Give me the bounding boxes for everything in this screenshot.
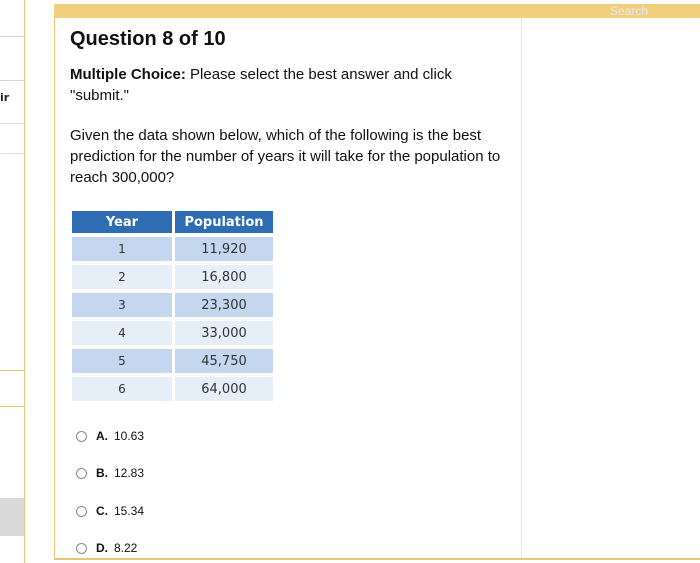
- radio-button[interactable]: [76, 506, 87, 517]
- population-cell: 11,920: [175, 237, 273, 261]
- radio-button[interactable]: [76, 431, 87, 442]
- table-header-row: [72, 211, 273, 233]
- column-header-population: Population: [175, 211, 273, 233]
- year-cell: 4: [72, 321, 172, 345]
- sidebar-divider: [0, 36, 24, 37]
- option-value: 15.34: [114, 504, 145, 518]
- answer-option-b[interactable]: [76, 465, 144, 481]
- answer-option-d[interactable]: [76, 540, 137, 556]
- left-sidebar: [0, 0, 25, 563]
- question-type-label: Multiple Choice:: [70, 66, 186, 83]
- instruction-body: Please select the best answer and click "submit.": [70, 66, 452, 104]
- option-letter: C.: [96, 504, 108, 518]
- sidebar-divider: [0, 153, 24, 154]
- sidebar-item-label[interactable]: ir: [0, 91, 10, 104]
- table-row: [72, 293, 273, 317]
- table-row: [72, 265, 273, 289]
- population-cell: 45,750: [175, 349, 273, 373]
- question-header: Question 8 of 10: [70, 28, 226, 50]
- top-bar: [54, 4, 700, 18]
- year-cell: 1: [72, 237, 172, 261]
- question-prompt: Given the data shown below, which of the following is the best prediction for the number of years it will take for the population to reach 300,000?: [70, 127, 501, 186]
- table-row: [72, 377, 273, 401]
- year-cell: 5: [72, 349, 172, 373]
- table-row: [72, 321, 273, 345]
- table-row: [72, 349, 273, 373]
- population-cell: 23,300: [175, 293, 273, 317]
- population-cell: 33,000: [175, 321, 273, 345]
- search-link[interactable]: Search: [609, 4, 648, 18]
- bottom-divider: [54, 558, 700, 560]
- radio-button[interactable]: [76, 468, 87, 479]
- year-cell: 2: [72, 265, 172, 289]
- option-letter: D.: [96, 541, 108, 555]
- answer-option-a[interactable]: [76, 428, 144, 444]
- data-table: [69, 207, 276, 405]
- sidebar-divider: [0, 80, 24, 81]
- option-letter: B.: [96, 466, 108, 480]
- sidebar-divider: [0, 406, 24, 407]
- option-value: 10.63: [114, 429, 145, 443]
- population-cell: 64,000: [175, 377, 273, 401]
- sidebar-item-selected[interactable]: [0, 498, 24, 536]
- option-value: 8.22: [114, 541, 138, 555]
- population-cell: 16,800: [175, 265, 273, 289]
- sidebar-divider: [0, 370, 24, 371]
- answer-option-c[interactable]: [76, 503, 144, 519]
- instruction-text: [70, 64, 510, 106]
- sidebar-divider: [0, 123, 24, 124]
- radio-button[interactable]: [76, 543, 87, 554]
- table-row: [72, 237, 273, 261]
- option-letter: A.: [96, 429, 108, 443]
- year-cell: 6: [72, 377, 172, 401]
- year-cell: 3: [72, 293, 172, 317]
- option-value: 12.83: [114, 466, 145, 480]
- column-header-year: Year: [72, 211, 172, 233]
